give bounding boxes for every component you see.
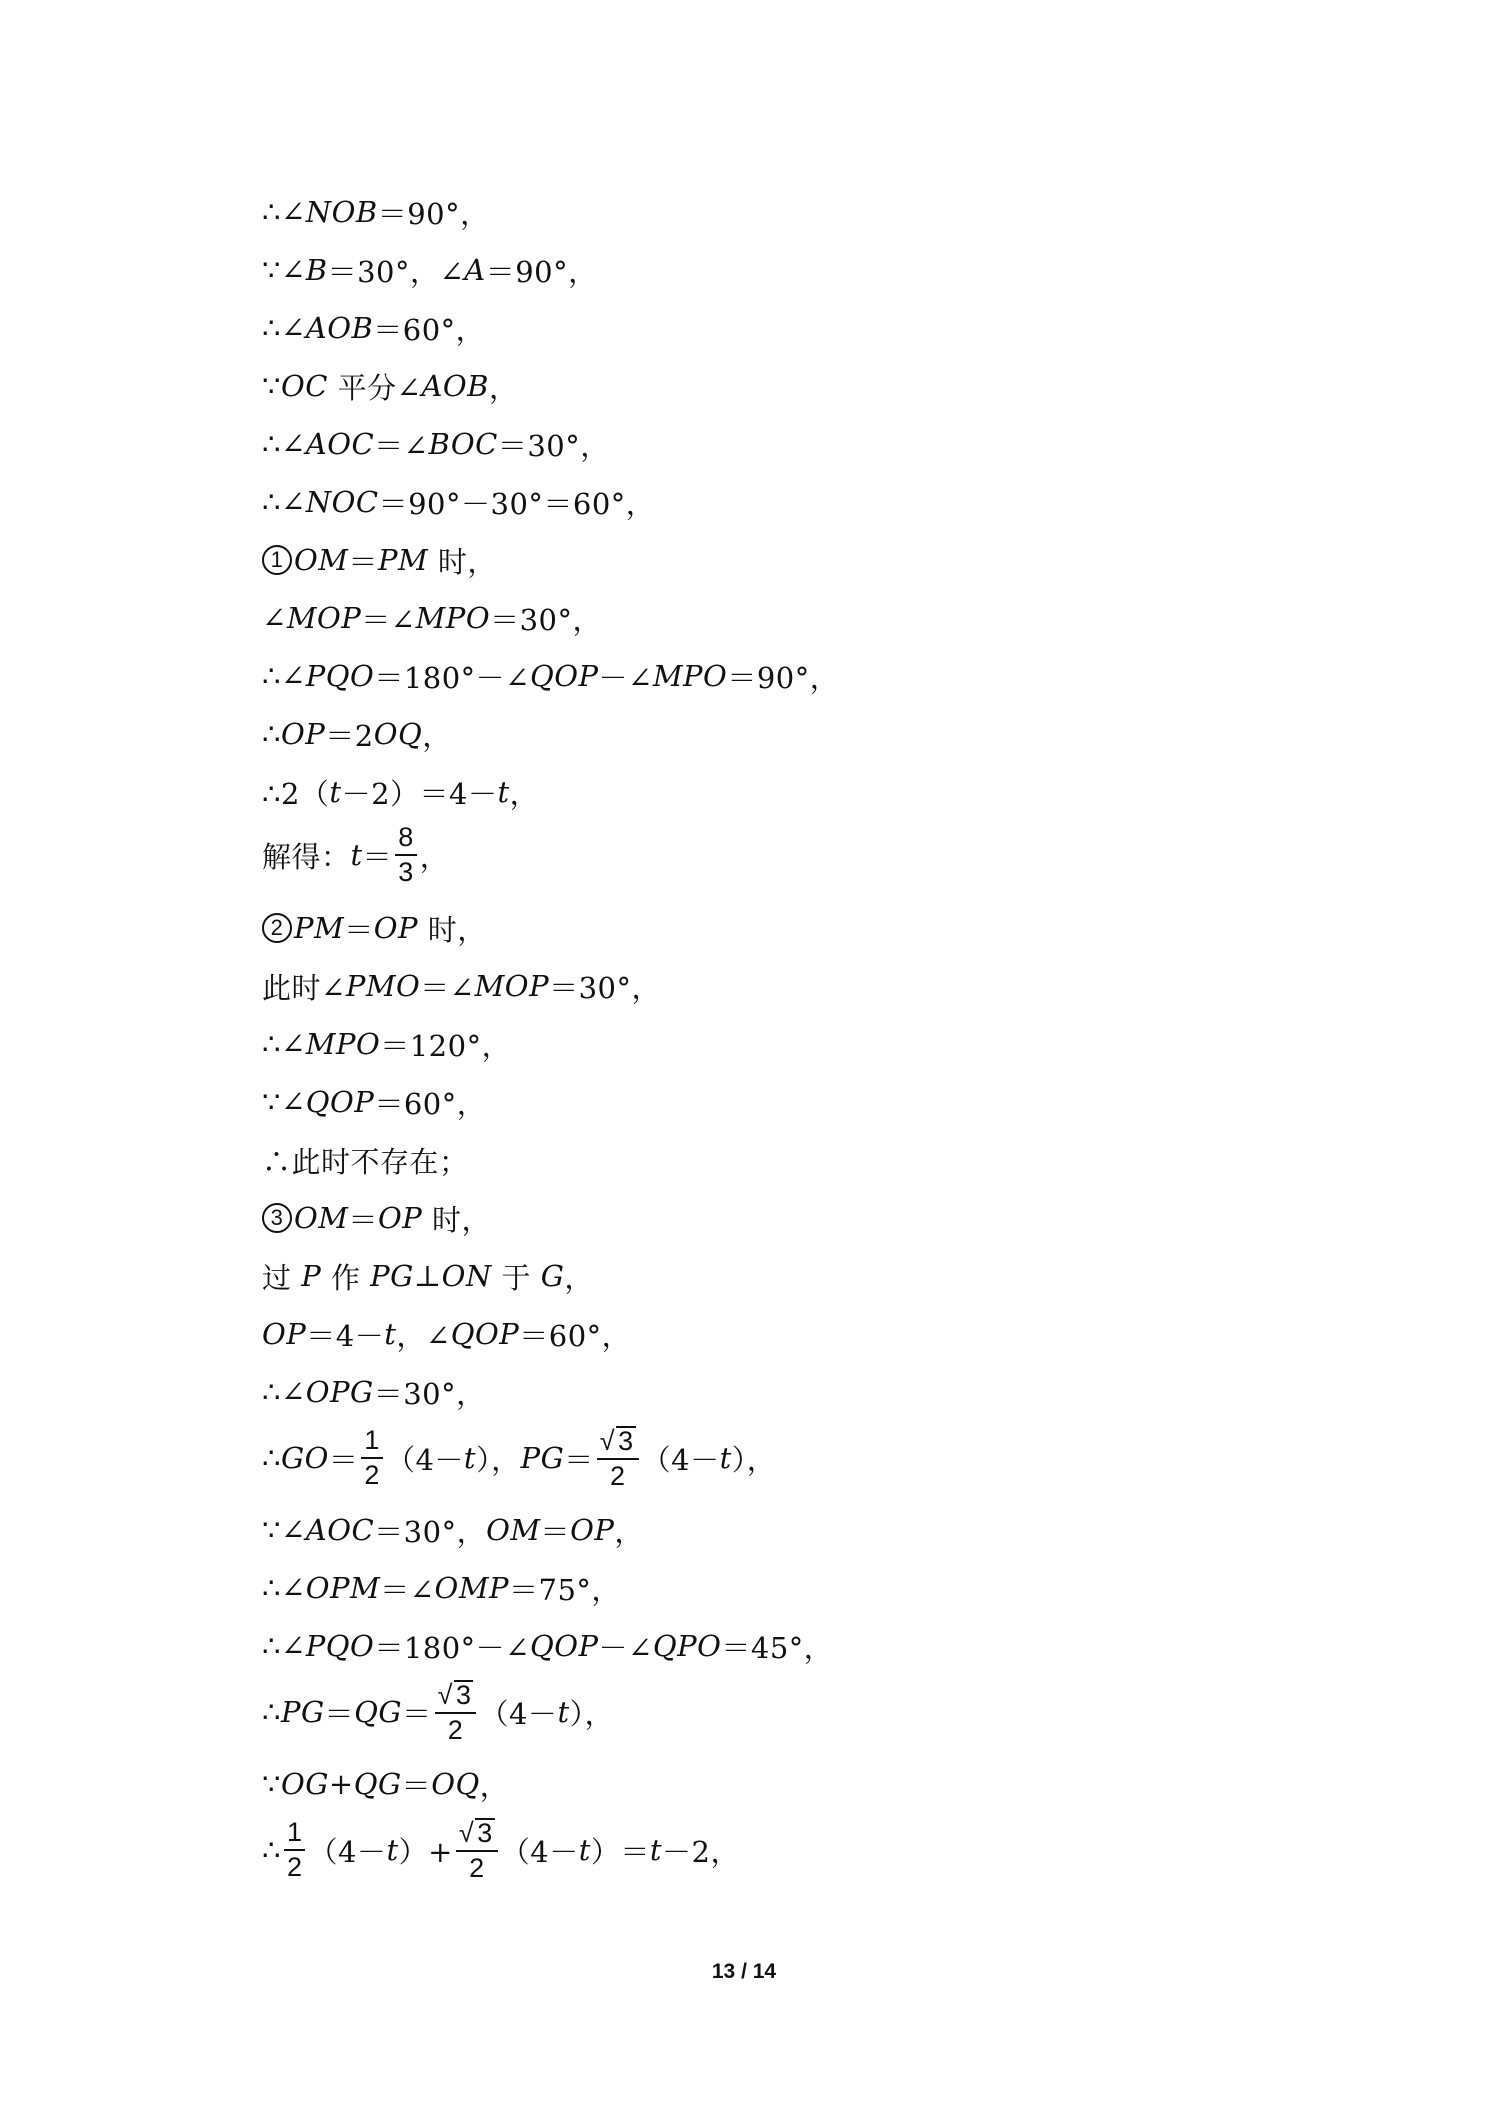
fraction-sqrt3-2: √ 3 2 (597, 1426, 639, 1490)
solution-line-21: ∴∠ OPG ＝30°， (262, 1375, 486, 1411)
fraction-1-2: $\frac{1}{2}$ (361, 1427, 383, 1489)
case-2-heading: 2 PM ＝ OP 时， (262, 898, 487, 958)
solution-line-6: ∴∠ NOC ＝90°－30°＝60°， (262, 485, 656, 521)
solution-line-17: ∴此时不存在； (262, 1144, 469, 1179)
solution-line-4: ∵ OC 平分∠ AOB ， (262, 369, 519, 405)
solution-line-15: ∴∠ MPO ＝120°， (262, 1027, 512, 1063)
solution-line-9: ∴∠ PQO ＝180°－∠ QOP －∠ MPO ＝90°， (262, 659, 840, 695)
page-number: 13 / 14 (711, 1960, 777, 1983)
solution-line-25: ∴∠ PQO ＝180°－∠ QOP －∠ QPO ＝45°， (262, 1629, 834, 1665)
solution-line-10: ∴ OP ＝2 OQ ， (262, 717, 452, 753)
solution-line-5: ∴∠ AOC ＝∠ BOC ＝30°， (262, 427, 610, 463)
solution-line-1: ∴∠ NOB ＝90°， (262, 195, 490, 231)
fraction-8-3: $\frac{8}{3}$ (395, 824, 417, 886)
solution-line-11: ∴2（ t －2）＝4－ t ， (262, 775, 540, 811)
solution-line-16: ∵∠ QOP ＝60°， (262, 1085, 487, 1121)
solution-line-3: ∴∠ AOB ＝60°， (262, 311, 486, 347)
solution-line-24: ∴∠ OPM ＝∠ OMP ＝75°， (262, 1571, 621, 1607)
solution-line-2: ∵∠ B ＝30°，∠ A ＝90°， (262, 253, 598, 289)
case-1-heading: 1 OM ＝ PM 时， (262, 530, 497, 590)
circled-number-3: 3 (262, 1203, 292, 1233)
solution-line-26: ∴ PG ＝ QG ＝ √ 3 2 （4－ t ）， (262, 1680, 615, 1745)
solution-line-20: OP ＝4－ t ，∠ QOP ＝60°， (262, 1317, 632, 1353)
circled-number-2: 2 (262, 913, 292, 943)
fraction-sqrt3-2: √ 3 2 (435, 1680, 477, 1744)
solution-line-22: ∴ GO ＝ $\frac{1}{2}$ （4－ t ）， PG ＝ √ 3 2 （4－ t ）， (262, 1425, 777, 1491)
circled-number-1: 1 (262, 545, 292, 575)
solution-line-23: ∵∠ AOC ＝30°， OM ＝ OP ， (262, 1513, 644, 1549)
solution-line-8: ∠ MOP ＝∠ MPO ＝30°， (262, 601, 602, 637)
case-3-heading: 3 OM ＝ OP 时， (262, 1188, 491, 1248)
fraction-sqrt3-2: √ 3 2 (456, 1818, 498, 1882)
solution-line-14: 此时∠ PMO ＝∠ MOP ＝30°， (262, 969, 661, 1005)
solution-line-27: ∵ OG + QG ＝ OQ ， (262, 1767, 510, 1803)
fraction-1-2: $\frac{1}{2}$ (284, 1819, 306, 1881)
solution-line-12: 解得： t ＝ $\frac{8}{3}$ ， (262, 822, 450, 887)
solution-line-19: 过 P 作 PG ⊥ ON 于 G ， (262, 1259, 594, 1295)
solution-line-28: ∴ $\frac{1}{2}$ （4－ t ）+ √ 3 2 （4－ t ）＝ t －2， (262, 1817, 740, 1883)
